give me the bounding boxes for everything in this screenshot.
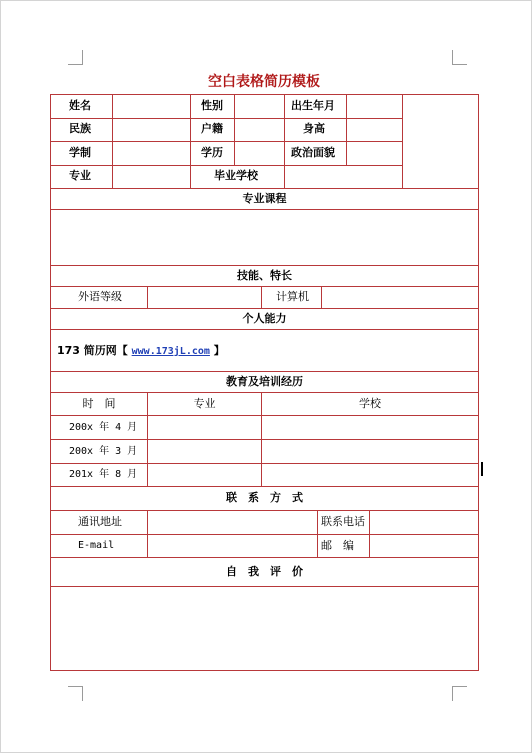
crop-mark-bottom-left — [68, 686, 83, 701]
height-field[interactable] — [347, 119, 402, 141]
crop-mark-bottom-right — [452, 686, 467, 701]
birth-label: 出生年月 — [291, 99, 335, 112]
study-system-label: 学制 — [69, 146, 91, 159]
resume-table[interactable] — [50, 94, 479, 671]
language-level-label: 外语等级 — [78, 290, 122, 303]
education-row-time: 200x 年 4 月 — [69, 422, 138, 433]
gender-label: 性别 — [201, 99, 223, 112]
major-field[interactable] — [113, 166, 190, 188]
ethnicity-label: 民族 — [69, 122, 91, 135]
courses-header: 专业课程 — [242, 192, 287, 205]
education-col-major: 专业 — [193, 397, 216, 410]
document-title: 空白表格简历模板 — [208, 74, 320, 90]
photo-cell[interactable] — [403, 95, 478, 188]
ability-header: 个人能力 — [242, 312, 287, 325]
gender-field[interactable] — [235, 95, 284, 118]
ethnicity-field[interactable] — [113, 119, 190, 141]
education-header: 教育及培训经历 — [226, 375, 303, 388]
name-field[interactable] — [113, 95, 190, 118]
language-level-field[interactable] — [148, 287, 261, 308]
hukou-label: 户籍 — [201, 122, 223, 135]
school-field[interactable] — [285, 166, 402, 188]
site-link[interactable]: www.173jL.com — [131, 346, 210, 357]
education-col-time: 时 间 — [82, 397, 116, 410]
hukou-field[interactable] — [235, 119, 284, 141]
email-field[interactable] — [148, 535, 317, 557]
email-label: E-mail — [78, 540, 115, 551]
degree-field[interactable] — [235, 142, 284, 165]
ability-text — [57, 344, 225, 359]
education-row-time: 200x 年 3 月 — [69, 446, 138, 457]
education-school-field[interactable] — [262, 416, 478, 486]
ability-text-suffix: 】 — [213, 344, 225, 357]
self-eval-field[interactable] — [51, 587, 478, 670]
school-label: 毕业学校 — [214, 169, 258, 182]
education-major-field[interactable] — [148, 416, 261, 486]
phone-label: 联系电话 — [321, 515, 365, 528]
courses-field[interactable] — [51, 210, 478, 265]
education-col-school: 学校 — [359, 397, 381, 410]
name-label: 姓名 — [69, 99, 91, 112]
height-label: 身高 — [303, 122, 325, 135]
politics-field[interactable] — [347, 142, 402, 165]
text-cursor — [481, 462, 483, 476]
self-eval-header: 自 我 评 价 — [226, 565, 303, 578]
postcode-label: 邮 编 — [321, 539, 354, 552]
contact-header: 联 系 方 式 — [226, 491, 303, 504]
politics-label: 政治面貌 — [291, 146, 335, 159]
address-field[interactable] — [148, 511, 317, 534]
crop-mark-top-right — [452, 50, 467, 65]
computer-label: 计算机 — [276, 290, 309, 303]
education-row-time: 201x 年 8 月 — [69, 469, 138, 480]
phone-field[interactable] — [370, 511, 478, 534]
major-label: 专业 — [69, 169, 91, 182]
skills-header: 技能、特长 — [237, 269, 292, 282]
birth-field[interactable] — [347, 95, 402, 118]
computer-field[interactable] — [322, 287, 478, 308]
study-system-field[interactable] — [113, 142, 190, 165]
address-label: 通讯地址 — [78, 515, 122, 528]
ability-text-prefix: 173 简历网【 — [57, 344, 128, 357]
crop-mark-top-left — [68, 50, 83, 65]
postcode-field[interactable] — [370, 535, 478, 557]
degree-label: 学历 — [201, 146, 223, 159]
